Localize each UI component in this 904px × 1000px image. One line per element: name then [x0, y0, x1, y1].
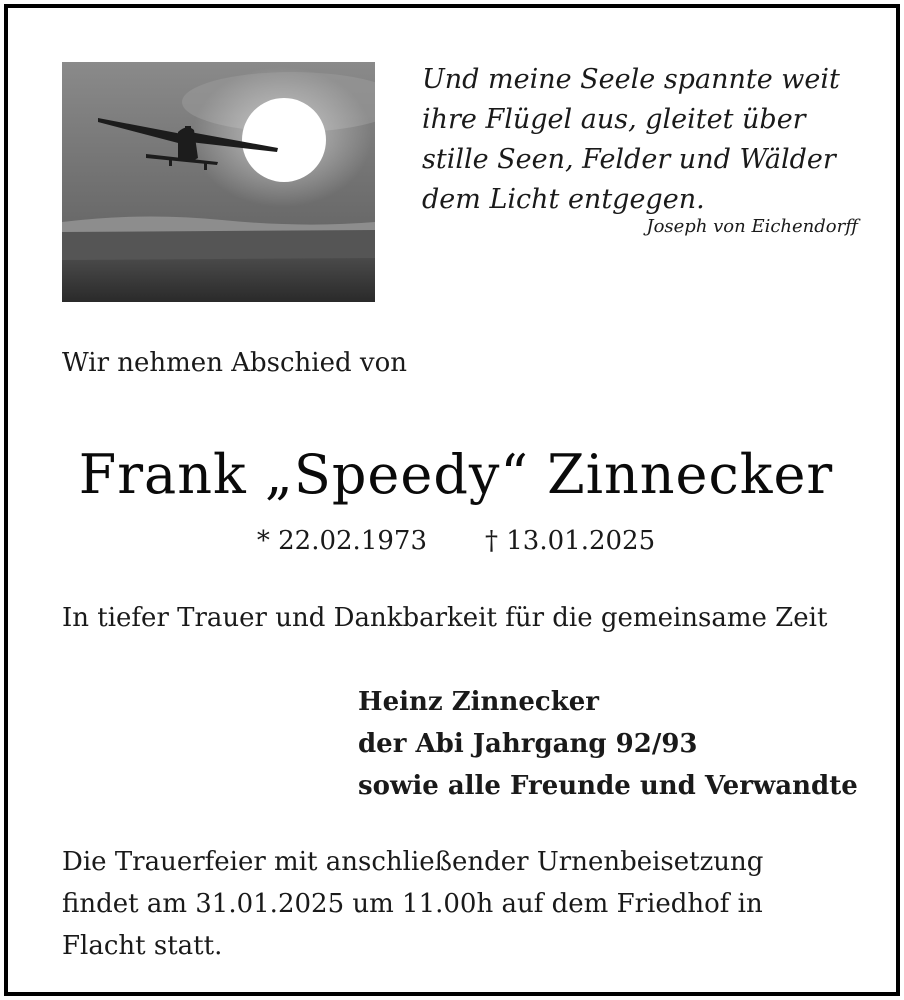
photo-ground [62, 258, 375, 302]
quote-author: Joseph von Eichendorff [646, 216, 858, 237]
farewell-intro: Wir nehmen Abschied von [62, 348, 407, 378]
quote-line: Und meine Seele spannte weit [422, 64, 840, 95]
mourner-entry: sowie alle Freunde und Verwandte [358, 771, 858, 801]
service-line: findet am 31.01.2025 um 11.00h auf dem Friedhof in [62, 889, 763, 919]
quote-line: dem Licht entgegen. [422, 184, 705, 215]
sun-shape [242, 98, 326, 182]
birth-date: * 22.02.1973 [256, 526, 427, 556]
mourner-entry: der Abi Jahrgang 92/93 [358, 729, 698, 759]
airplane-sunset-photo [62, 62, 375, 302]
funeral-service-info [62, 841, 862, 967]
service-line: Flacht statt. [62, 931, 223, 961]
obituary-frame [4, 4, 900, 996]
quote-line: stille Seen, Felder und Wälder [422, 144, 836, 175]
deceased-name: Frank „Speedy“ Zinnecker [78, 443, 834, 506]
mourners-list [358, 681, 858, 807]
poem-quote [422, 60, 862, 220]
mourner-entry: Heinz Zinnecker [358, 687, 599, 717]
death-date: † 13.01.2025 [485, 526, 656, 556]
gratitude-line: In tiefer Trauer und Dankbarkeit für die gemeinsame Zeit [62, 603, 828, 633]
quote-line: ihre Flügel aus, gleitet über [422, 104, 806, 135]
service-line: Die Trauerfeier mit anschließender Urnenbeisetzung [62, 847, 764, 877]
life-dates [8, 526, 904, 556]
